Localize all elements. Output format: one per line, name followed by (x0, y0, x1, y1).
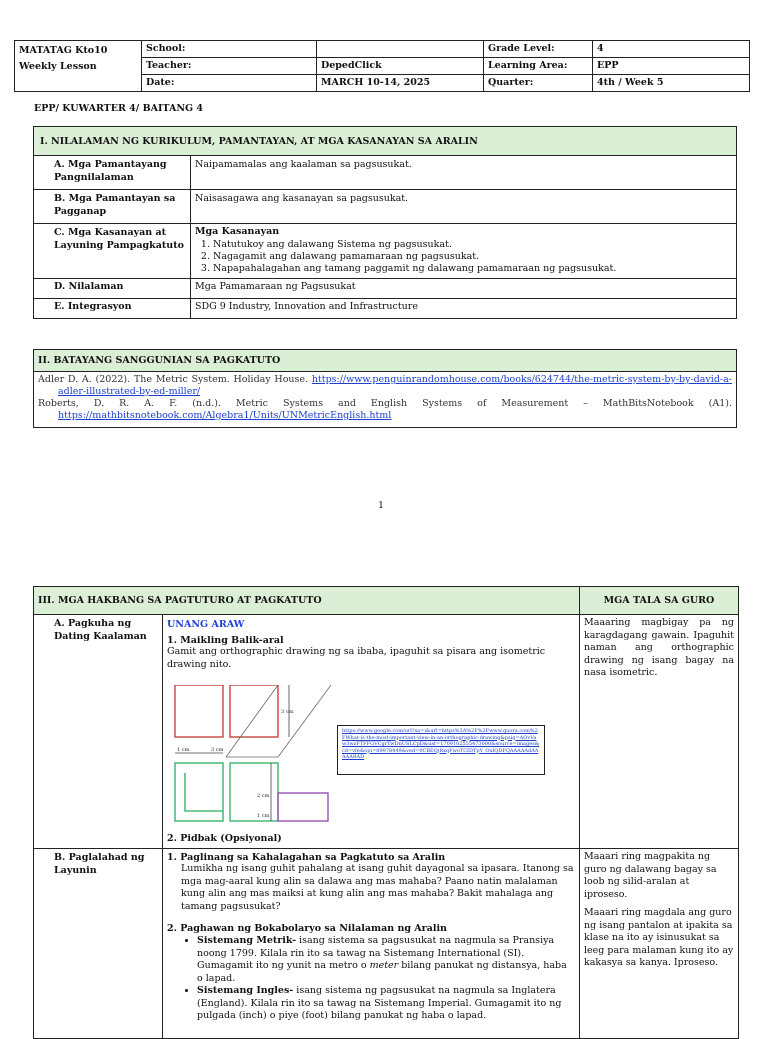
row-c-label: C. Mga Kasanayan at Layuning Pampagkatuto (34, 224, 191, 279)
row-d-value: Mga Pamamaraan ng Pagsusukat (191, 279, 737, 299)
grade-label: Grade Level: (484, 41, 593, 58)
projection-diagonal (226, 685, 278, 757)
section1-table (33, 126, 737, 319)
p2-title: 2. Paghawan ng Bokabolaryo sa Nilalaman ng Aralin (167, 923, 447, 934)
date-value: MARCH 10-14, 2025 (317, 75, 484, 92)
front-view-green (175, 763, 223, 821)
grade-value: 4 (593, 41, 750, 58)
row-3b-note-2: Maaari ring magdala ang guro ng isang pantalon at ipakita sa klase na ito ay isinusukat sa leeg para malaman kung ito ay kakasya sa kanya. Iproseso. (584, 907, 734, 968)
p1-title: 1. Paglinang sa Kahalagahan sa Pagkatuto sa Aralin (167, 852, 446, 863)
vocab-def: isang sistema ng pagsusukat na nagmula sa Inglatera (England). Kilala rin ito sa tawag na Sistemang Imperial. Gumagamit ito ng pulgada (inch) o piye (foot) bilang panukat ng haba o lapad. (197, 985, 562, 1021)
header-org-cell (15, 41, 142, 92)
row-b-value: Naisasagawa ang kasanayan sa pagsusukat. (191, 190, 737, 224)
dim-label-3cm-mid: 3 cm (211, 747, 224, 753)
section2-title: II. BATAYANG SANGGUNIAN SA PAGKATUTO (34, 350, 737, 372)
quarter-label: Quarter: (484, 75, 593, 92)
references-cell (34, 372, 737, 428)
skills-list (195, 239, 732, 275)
vocab-item-metric (197, 935, 575, 985)
row-d-label: D. Nilalaman (34, 279, 191, 299)
step2-title: 2. Pidbak (Opsiyonal) (167, 833, 282, 844)
image-source-link[interactable]: https://www.google.com/url?sa=i&url=https%3A%2F%2Fwww.quora.com%2FWhat-is-the-most-important-view-in-an-orthographic-drawing&psig=AOvVaw3wzFTFFGVCgrTwDnUSLCpD&ust=1709102555473000&source=images&cd=vfe&opi=89978449&ved=0CBEQjRxqFwoTCIDTpY_OxIQDFQAAAAAdAAAAABAD (337, 725, 545, 775)
reference-2-link[interactable]: https://mathbitsnotebook.com/Algebra1/Units/UNMetricEnglish.html (58, 410, 392, 421)
row-3b-content (163, 849, 580, 1039)
dim-label-3cm-top: 3 cm (281, 709, 294, 715)
header-lesson-type: Weekly Lesson (19, 61, 97, 72)
section2-table (33, 349, 737, 428)
top-view-red-right (230, 685, 278, 737)
row-c-heading: Mga Kasanayan (195, 226, 280, 237)
section3-table (33, 586, 739, 1039)
section3-title: III. MGA HAKBANG SA PAGTUTURO AT PAGKATUTO (34, 587, 580, 615)
vocab-item-english (197, 985, 575, 1023)
area-label: Learning Area: (484, 58, 593, 75)
quarter-value: 4th / Week 5 (593, 75, 750, 92)
projection-diagonal-2 (278, 685, 331, 757)
header-table (14, 40, 750, 92)
side-view-purple (278, 793, 328, 821)
vocab-list (167, 935, 575, 1023)
row-3a-content (163, 615, 580, 849)
date-label: Date: (142, 75, 317, 92)
step1-title: 1. Maikling Balik-aral (167, 635, 284, 646)
area-value: EPP (593, 58, 750, 75)
step1-text: Gamit ang orthographic drawing ng sa ibaba, ipaguhit sa pisara ang isometric drawing nito. (167, 646, 546, 670)
row-a-label: A. Mga Pamantayang Pangnilalaman (34, 156, 191, 190)
day-heading: UNANG ARAW (167, 619, 245, 630)
vocab-term: Sistemang Ingles- (197, 985, 294, 996)
row-3a-note: Maaaring magbigay pa ng karagdagang gawain. Ipaguhit naman ang orthographic drawing ng isang bagay na nasa isometric. (580, 615, 739, 849)
orthographic-drawing (171, 685, 331, 823)
school-value (317, 41, 484, 58)
reference-1-link[interactable]: https://www.penguinrandomhouse.com/books/624744/the-metric-system-by-by-david-a-adler-illustrated-by-ed-miller/ (58, 374, 732, 397)
skill-item: 3. Napapahalagahan ang tamang paggamit ng dalawang pamamaraan ng pagsusukat. (213, 263, 732, 275)
row-3a-label: A. Pagkuha ng Dating Kaalaman (34, 615, 163, 849)
dim-label-1cm-bottom: 1 cm (257, 813, 270, 819)
row-e-value: SDG 9 Industry, Innovation and Infrastructure (191, 299, 737, 319)
skill-item: 2. Nagagamit ang dalawang pamamaraan ng pagsusukat. (213, 251, 732, 263)
teacher-label: Teacher: (142, 58, 317, 75)
row-c-value (191, 224, 737, 279)
row-a-value: Naipamamalas ang kaalaman sa pagsusukat. (191, 156, 737, 190)
teacher-value: DepedClick (317, 58, 484, 75)
header-org: MATATAG Kto10 (19, 45, 108, 56)
subtitle: EPP/ KUWARTER 4/ BAITANG 4 (34, 103, 204, 114)
row-b-label: B. Mga Pamantayan sa Pagganap (34, 190, 191, 224)
dim-label-1cm-left: 1 cm (177, 747, 190, 753)
front-view-green-inner (185, 773, 223, 811)
reference-2-text: Roberts, D. R. A. F. (n.d.). Metric Systems and English Systems of Measurement – MathBitsNotebook (A1). (38, 398, 732, 409)
reference-1-text: Adler D. A. (2022). The Metric System. Holiday House. (38, 374, 312, 385)
row-3b-label: B. Paglalahad ng Layunin (34, 849, 163, 1039)
vocab-term: Sistemang Metrik- (197, 935, 297, 946)
school-label: School: (142, 41, 317, 58)
vocab-def-end: bilang panukat ng distansya, haba o lapad. (197, 960, 567, 984)
vocab-italic: meter (369, 960, 399, 971)
page-number: 1 (378, 500, 385, 511)
notes-title: MGA TALA SA GURO (580, 587, 739, 615)
row-3b-note-1: Maaari ring magpakita ng guro ng dalawang bagay sa loob ng silid-aralan at iproseso. (584, 851, 717, 900)
skill-item: 1. Natutukoy ang dalawang Sistema ng pagsusukat. (213, 239, 732, 251)
reference-2 (38, 398, 732, 422)
row-e-label: E. Integrasyon (34, 299, 191, 319)
p1-text: Lumikha ng isang guhit pahalang at isang guhit dayagonal sa ipasara. Itanong sa mga mag-aaral kung alin sa dalawa ang mas mahaba? Paano natin malalaman kung alin ang mas maiksi at kung alin ang mas mahaba? Bakit mahalaga ang tamang pagsusukat? (181, 863, 574, 912)
section1-title: I. NILALAMAN NG KURIKULUM, PAMANTAYAN, AT MGA KASANAYAN SA ARALIN (34, 127, 737, 156)
vocab-def: isang sistema sa pagsusukat na nagmula sa Pransiya noong 1799. Kilala rin ito sa tawag na Sistemang International (SI). Gumagamit ito ng yunit na metro o (197, 935, 555, 971)
row-3b-notes (580, 849, 739, 1039)
reference-1 (38, 374, 732, 398)
top-view-red-left (175, 685, 223, 737)
dim-label-2cm: 2 cm (257, 793, 270, 799)
